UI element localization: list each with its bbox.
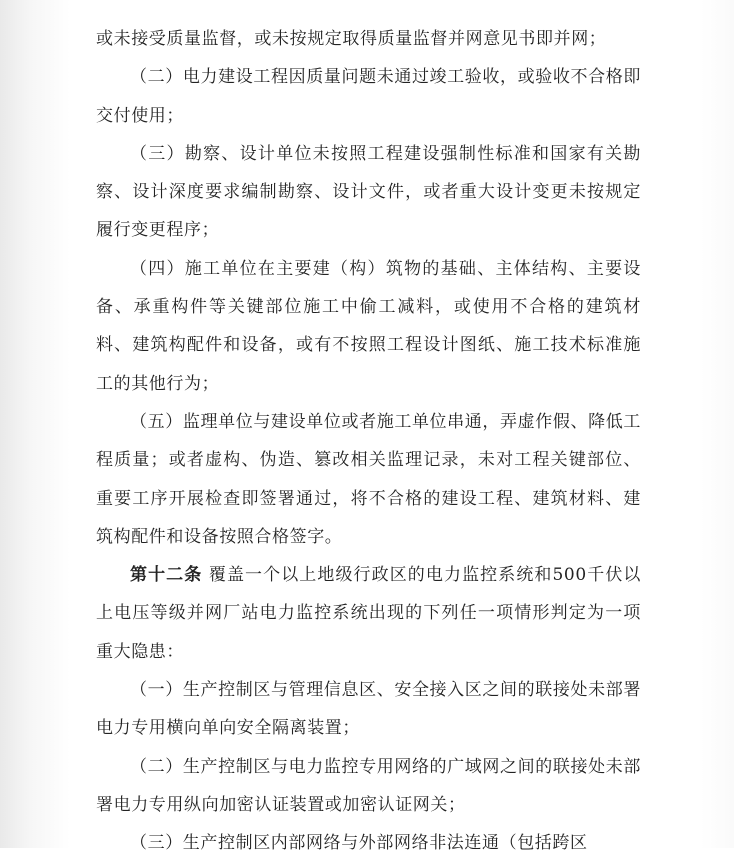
paragraph-1 <box>96 20 641 58</box>
paragraph-9 <box>96 824 641 862</box>
article-12 <box>96 556 641 671</box>
paragraph-5 <box>96 403 641 556</box>
paragraph-text: （五）监理单位与建设单位或者施工单位串通，弄虚作假、降低工程质量；或者虚构、伪造、篡改相关监理记录，未对工程关键部位、重要工序开展检查即签署通过，将不合格的建设工程、建筑材料、建筑构配件和设备按照合格签字。 <box>96 411 641 547</box>
paragraph-text: （四）施工单位在主要建（构）筑物的基础、主体结构、主要设备、承重构件等关键部位施工中偷工减料，或使用不合格的建筑材料、建筑构配件和设备，或有不按照工程设计图纸、施工技术标准施工的其他行为； <box>96 258 641 394</box>
document-body <box>96 20 641 863</box>
paragraph-text: （二）电力建设工程因质量问题未通过竣工验收，或验收不合格即交付使用； <box>96 67 641 126</box>
paragraph-text: 覆盖一个以上地级行政区的电力监控系统和500千伏以上电压等级并网厂站电力监控系统出现的下列任一项情形判定为一项重大隐患： <box>96 565 642 662</box>
paragraph-text: （三）生产控制区内部网络与外部网络非法连通（包括跨区 <box>130 833 588 854</box>
paragraph-text: （一）生产控制区与管理信息区、安全接入区之间的联接处未部署电力专用横向单向安全隔离装置； <box>96 680 641 739</box>
paragraph-text: （三）勘察、设计单位未按照工程建设强制性标准和国家有关勘察、设计深度要求编制勘察、设计文件，或者重大设计变更未按规定履行变更程序； <box>96 143 641 241</box>
paragraph-8 <box>96 748 641 825</box>
paragraph-text: （二）生产控制区与电力监控专用网络的广域网之间的联接处未部署电力专用纵向加密认证装置或加密认证网关； <box>96 756 641 815</box>
paragraph-3 <box>96 135 641 250</box>
paragraph-2 <box>96 58 641 135</box>
paragraph-7 <box>96 671 641 748</box>
paragraph-text: 或未接受质量监督，或未按规定取得质量监督并网意见书即并网； <box>96 29 607 49</box>
paragraph-4 <box>96 250 641 403</box>
article-label: 第十二条 <box>130 565 203 586</box>
